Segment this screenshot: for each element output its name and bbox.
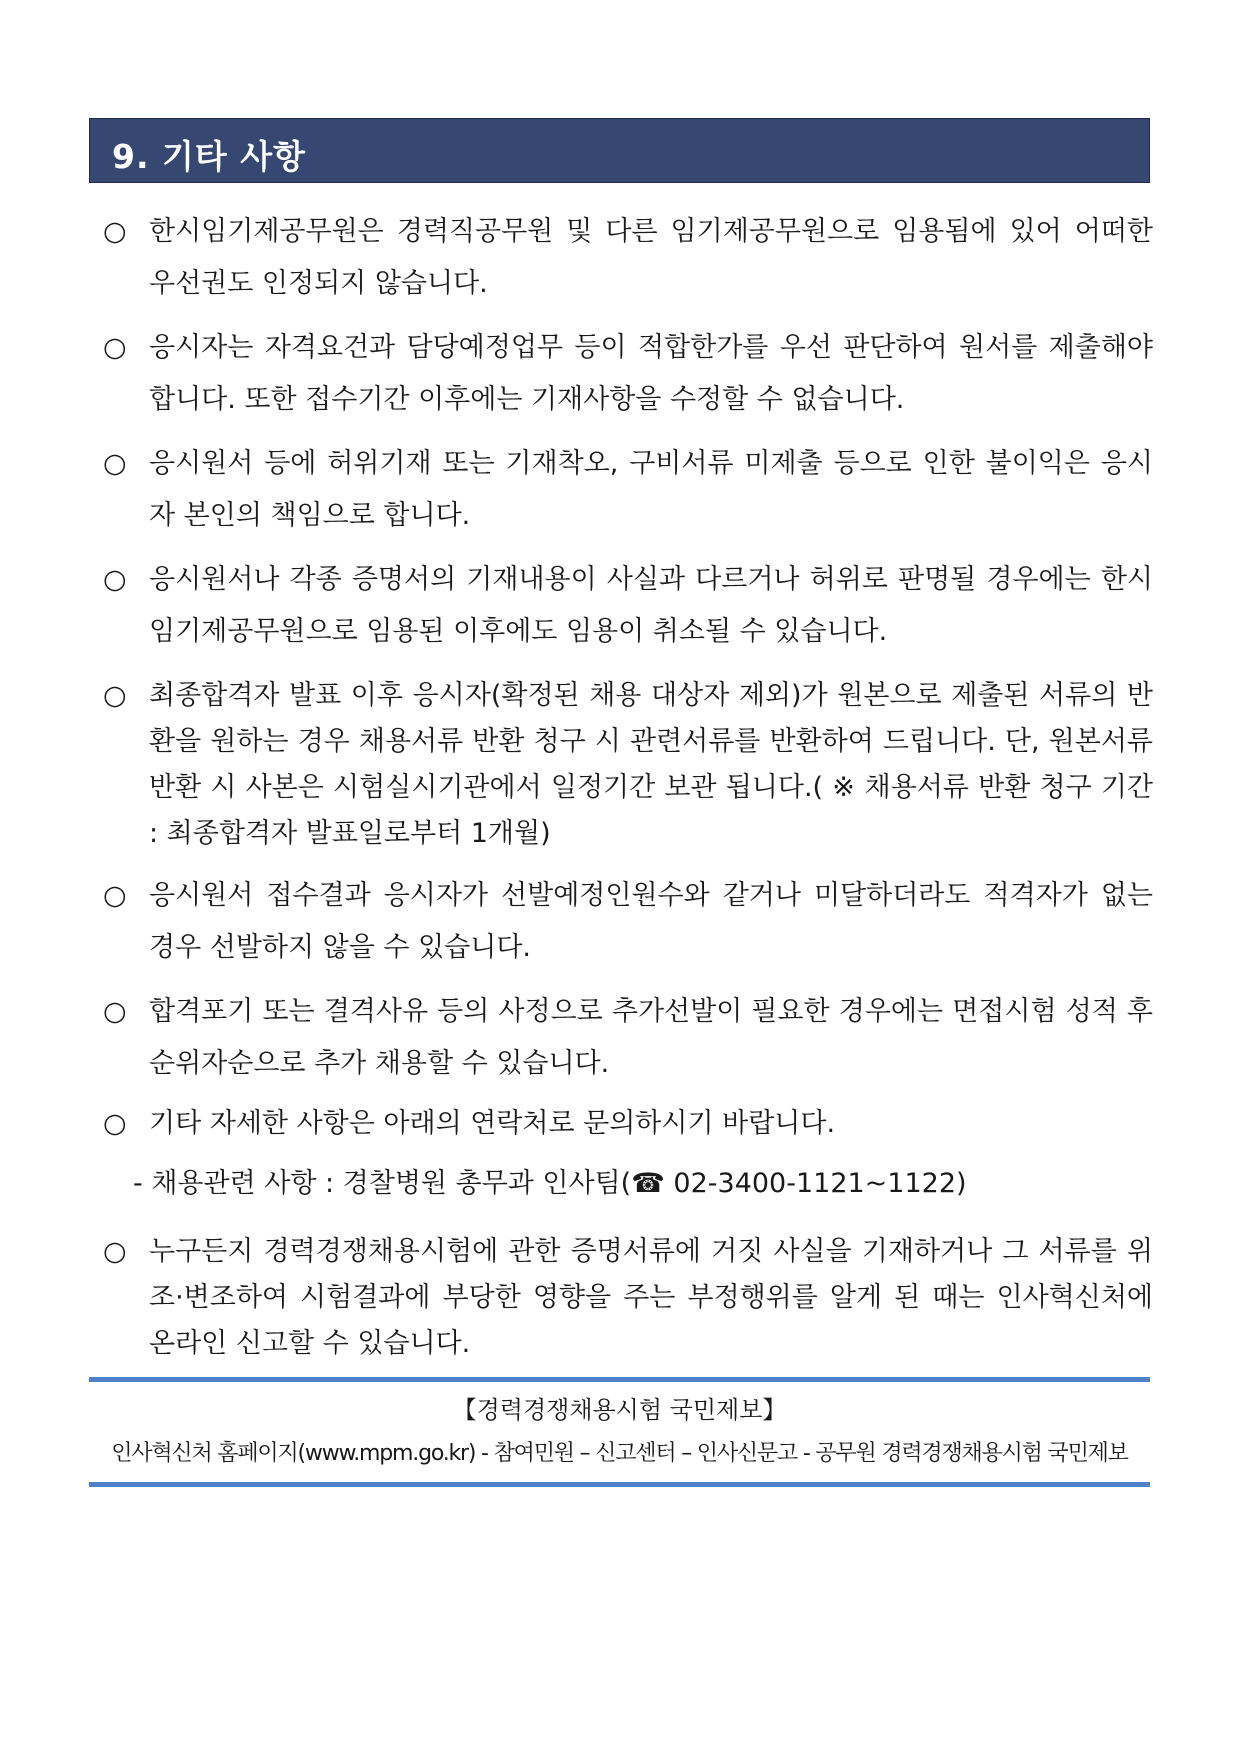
footer-bottom-rule <box>89 1482 1150 1487</box>
item-text: 응시자는 자격요건과 담당예정업무 등이 적합한가를 우선 판단하여 원서를 제출해야 합니다. 또한 접수기간 이후에는 기재사항을 수정할 수 없습니다. <box>149 332 1153 415</box>
circle-bullet-icon: ○ <box>103 1236 127 1267</box>
contact-prefix: - 채용관련 사항 : 경찰병원 총무과 인사팀( <box>133 1168 632 1199</box>
footer-title: 【경력경쟁채용시험 국민제보】 <box>452 1396 787 1424</box>
circle-bullet-icon: ○ <box>103 996 127 1027</box>
item-text: 최종합격자 발표 이후 응시자(확정된 채용 대상자 제외)가 원본으로 제출된 서류의 반환을 원하는 경우 채용서류 반환 청구 시 관련서류를 반환하여 드립니다. 단, 원본서류 반환 시 사본은 시험실시기관에서 일정기간 보관 됩니다.( ※ 채용서류 반환 청구 기간 : 최종합격자 발표일로부터 1개월) <box>149 680 1153 849</box>
item-text: 응시원서 접수결과 응시자가 선발예정인원수와 같거나 미달하더라도 적격자가 없는 경우 선발하지 않을 수 있습니다. <box>149 880 1153 963</box>
circle-bullet-icon: ○ <box>103 1108 127 1139</box>
circle-bullet-icon: ○ <box>103 564 127 595</box>
section-header <box>89 118 1150 183</box>
circle-bullet-icon: ○ <box>103 216 127 247</box>
item-text: 기타 자세한 사항은 아래의 연락처로 문의하시기 바랍니다. <box>149 1108 836 1139</box>
circle-bullet-icon: ○ <box>103 448 127 479</box>
section-title: 9. 기타 사항 <box>112 137 306 176</box>
item-text: 한시임기제공무원은 경력직공무원 및 다른 임기제공무원으로 임용됨에 있어 어떠한 우선권도 인정되지 않습니다. <box>149 216 1153 299</box>
item-text: 합격포기 또는 결격사유 등의 사정으로 추가선발이 필요한 경우에는 면접시험 성적 후순위자순으로 추가 채용할 수 있습니다. <box>149 996 1153 1079</box>
contact-phone: 02-3400-1121~1122) <box>664 1168 967 1199</box>
contact-line <box>133 1158 967 1210</box>
item-text: 누구든지 경력경쟁채용시험에 관한 증명서류에 거짓 사실을 기재하거나 그 서류를 위조·변조하여 시험결과에 부당한 영향을 주는 부정행위를 알게 된 때는 인사혁신처에 온라인 신고할 수 있습니다. <box>149 1236 1153 1359</box>
circle-bullet-icon: ○ <box>103 880 127 911</box>
item-text: 응시원서 등에 허위기재 또는 기재착오, 구비서류 미제출 등으로 인한 불이익은 응시자 본인의 책임으로 합니다. <box>149 448 1153 531</box>
footer-path: 인사혁신처 홈페이지(www.mpm.go.kr) - 참여민원 – 신고센터 – 인사신문고 - 공무원 경력경쟁채용시험 국민제보 <box>111 1441 1128 1466</box>
item-text: 응시원서나 각종 증명서의 기재내용이 사실과 다르거나 허위로 판명될 경우에는 한시임기제공무원으로 임용된 이후에도 임용이 취소될 수 있습니다. <box>149 564 1153 647</box>
circle-bullet-icon: ○ <box>103 332 127 363</box>
phone-icon: ☎ <box>631 1168 665 1199</box>
circle-bullet-icon: ○ <box>103 680 127 711</box>
footer-top-rule <box>89 1377 1150 1382</box>
